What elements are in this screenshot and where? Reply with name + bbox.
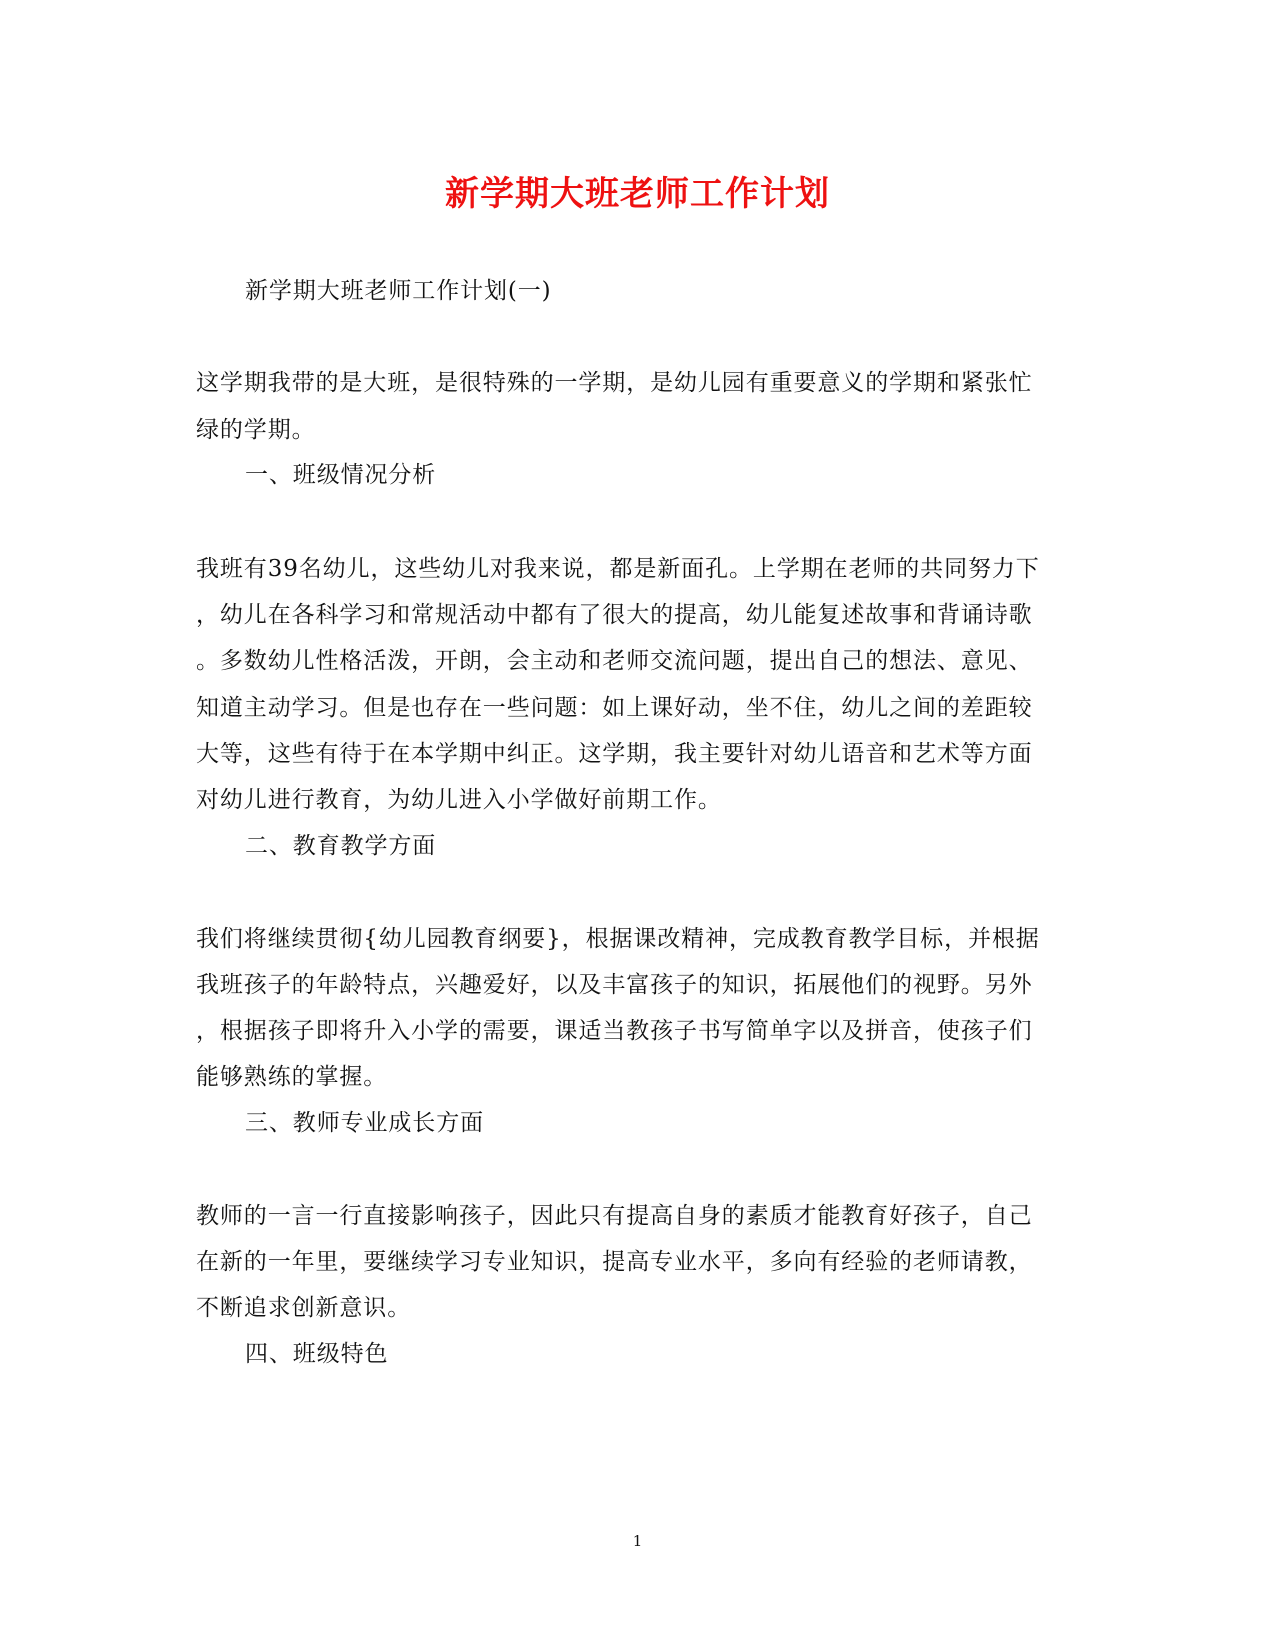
paragraph-line: 绿的学期。 (196, 417, 316, 443)
paragraph-line: 。多数幼儿性格活泼，开朗，会主动和老师交流问题，提出自己的想法、意见、 (196, 648, 1033, 674)
page-number: 1 (632, 1532, 643, 1550)
paragraph-line: ，幼儿在各科学习和常规活动中都有了很大的提高，幼儿能复述故事和背诵诗歌 (196, 602, 1033, 628)
document-title: 新学期大班老师工作计划 (445, 174, 830, 214)
paragraph-line: 我班孩子的年龄特点，兴趣爱好，以及丰富孩子的知识，拓展他们的视野。另外 (196, 972, 1033, 998)
section-heading: 一、班级情况分析 (245, 462, 437, 488)
paragraph-line: 教师的一言一行直接影响孩子，因此只有提高自身的素质才能教育好孩子，自己 (196, 1203, 1033, 1229)
paragraph-line: 这学期我带的是大班，是很特殊的一学期，是幼儿园有重要意义的学期和紧张忙 (196, 370, 1033, 396)
paragraph-line: 知道主动学习。但是也存在一些问题：如上课好动，坐不住，幼儿之间的差距较 (196, 695, 1033, 721)
paragraph-line: 我班有39名幼儿，这些幼儿对我来说，都是新面孔。上学期在老师的共同努力下 (196, 556, 1040, 582)
paragraph-line: 我们将继续贯彻{幼儿园教育纲要}，根据课改精神，完成教育教学目标，并根据 (196, 926, 1040, 952)
document-subtitle: 新学期大班老师工作计划(一) (245, 278, 552, 304)
section-heading: 二、教育教学方面 (245, 833, 437, 859)
paragraph-line: 不断追求创新意识。 (196, 1295, 412, 1321)
section-heading: 三、教师专业成长方面 (245, 1110, 484, 1136)
section-heading: 四、班级特色 (245, 1341, 389, 1367)
paragraph-line: 大等，这些有待于在本学期中纠正。这学期，我主要针对幼儿语音和艺术等方面 (196, 741, 1033, 767)
paragraph-line: 能够熟练的掌握。 (196, 1064, 388, 1090)
paragraph-line: 在新的一年里，要继续学习专业知识，提高专业水平，多向有经验的老师请教， (196, 1249, 1033, 1275)
paragraph-line: 对幼儿进行教育，为幼儿进入小学做好前期工作。 (196, 787, 722, 813)
paragraph-line: ，根据孩子即将升入小学的需要，课适当教孩子书写简单字以及拼音，使孩子们 (196, 1018, 1033, 1044)
